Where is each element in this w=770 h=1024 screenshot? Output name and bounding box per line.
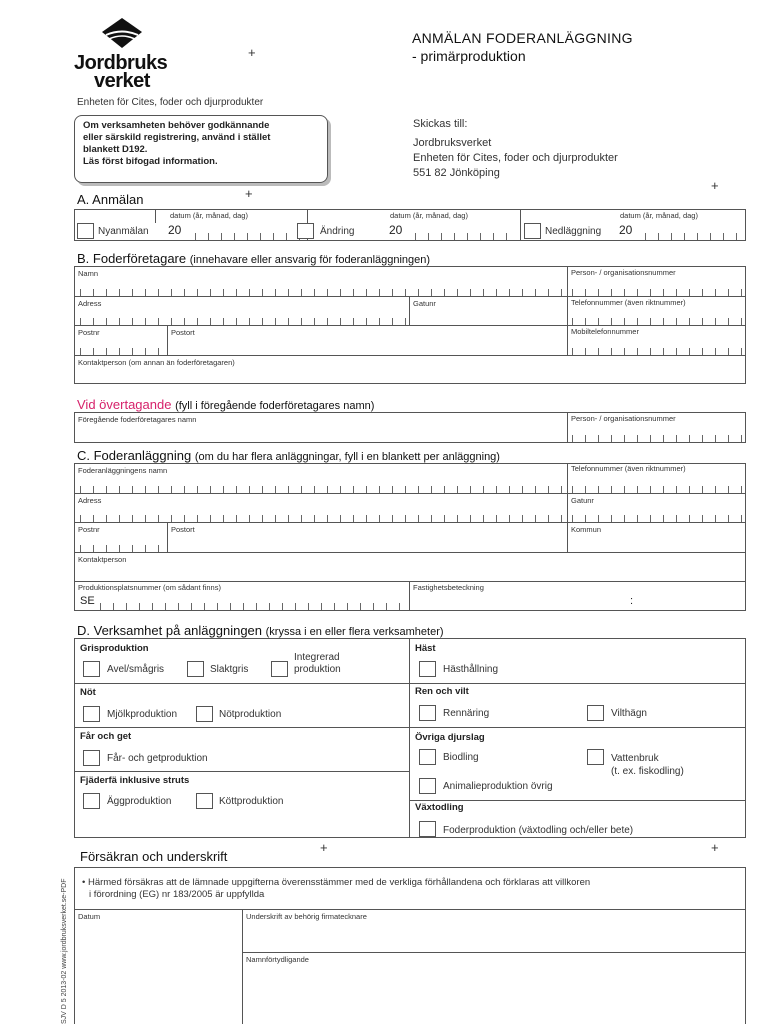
pig-breeding-label: Avel/smågris bbox=[107, 664, 165, 675]
signature-field[interactable] bbox=[243, 920, 745, 951]
pig-integrated-label: produktion bbox=[294, 664, 341, 675]
date-input-closure[interactable] bbox=[645, 233, 743, 240]
mobile-input[interactable] bbox=[572, 348, 744, 355]
recipient-line: Enheten för Cites, foder och djurprodukter bbox=[413, 152, 618, 164]
logo bbox=[74, 18, 174, 92]
poultry-heading: Fjäderfä inklusive struts bbox=[80, 775, 190, 786]
notice-line: blankett D192. bbox=[83, 144, 148, 155]
beekeeping-checkbox[interactable] bbox=[419, 749, 436, 765]
registration-mark: + bbox=[320, 840, 328, 855]
date-field[interactable] bbox=[75, 920, 241, 1010]
facility-phone-input[interactable] bbox=[572, 486, 744, 493]
cattle-milk-label: Mjölkproduktion bbox=[107, 709, 178, 720]
pig-slaughter-label: Slaktgris bbox=[210, 664, 249, 675]
phone-input[interactable] bbox=[572, 318, 744, 325]
declaration-line: • Härmed försäkras att de lämnade uppgifterna överensstämmer med de verkliga förhållandena och förklaras att villkoren bbox=[82, 877, 591, 888]
form-id-side-text: SJV D 5 2013-02 www.jordbruksverket.se-PDF bbox=[61, 878, 68, 1024]
section-d-box bbox=[74, 638, 746, 838]
notice-box bbox=[74, 115, 328, 183]
se-prefix: SE bbox=[80, 595, 95, 607]
year-prefix: 20 bbox=[619, 223, 633, 237]
new-registration-checkbox[interactable] bbox=[77, 223, 94, 239]
new-registration-label: Nyanmälan bbox=[98, 226, 149, 237]
date-label: datum (år, månad, dag) bbox=[390, 211, 468, 220]
org-number-label: Person- / organisationsnummer bbox=[571, 268, 676, 277]
send-to-label: Skickas till: bbox=[413, 118, 468, 130]
registration-mark: + bbox=[248, 45, 256, 60]
closure-checkbox[interactable] bbox=[524, 223, 541, 239]
registration-mark: + bbox=[711, 840, 719, 855]
closure-label: Nedläggning bbox=[545, 226, 602, 237]
declaration-line: i förordning (EG) nr 183/2005 är uppfyllda bbox=[89, 889, 265, 900]
date-input-new[interactable] bbox=[195, 233, 305, 240]
prev-org-number-input[interactable] bbox=[572, 435, 744, 442]
section-c-title: C. Foderanläggning (om du har flera anläggningar, fyll i en blankett per anläggning) bbox=[77, 448, 500, 463]
poultry-meat-label: Köttproduktion bbox=[219, 796, 284, 807]
sheep-heading: Får och get bbox=[80, 731, 132, 742]
signature-title: Försäkran och underskrift bbox=[80, 849, 228, 864]
phone-label: Telefonnummer (även riktnummer) bbox=[571, 298, 686, 307]
notice-line: Läs först bifogad information. bbox=[83, 156, 218, 167]
game-enclosure-label: Vilthägn bbox=[611, 708, 647, 719]
aquaculture-sublabel: (t. ex. fiskodling) bbox=[611, 766, 684, 777]
pig-heading: Grisproduktion bbox=[80, 643, 149, 654]
cattle-heading: Nöt bbox=[80, 687, 96, 698]
prev-org-number-label: Person- / organisationsnummer bbox=[571, 414, 676, 423]
contact-label: Kontaktperson (om annan än foderföretagaren) bbox=[78, 358, 235, 367]
year-prefix: 20 bbox=[389, 223, 403, 237]
address-label: Adress bbox=[78, 299, 102, 308]
name-clarification-field[interactable] bbox=[243, 964, 745, 1012]
prev-name-label: Föregående foderföretagares namn bbox=[78, 415, 197, 424]
facility-name-label: Foderanläggningens namn bbox=[78, 466, 168, 475]
form-subtitle: - primärproduktion bbox=[412, 48, 526, 64]
department-name: Enheten för Cites, foder och djurprodukter bbox=[77, 97, 264, 108]
change-label: Ändring bbox=[320, 226, 355, 237]
name-clarification-label: Namnförtydligande bbox=[246, 955, 309, 964]
poultry-eggs-checkbox[interactable] bbox=[83, 793, 100, 809]
org-number-input[interactable] bbox=[572, 289, 744, 296]
sheep-production-checkbox[interactable] bbox=[83, 750, 100, 766]
co-label: Gatunr bbox=[413, 299, 436, 308]
facility-city-label: Postort bbox=[171, 525, 195, 534]
change-checkbox[interactable] bbox=[297, 223, 314, 239]
city-label: Postort bbox=[171, 328, 195, 337]
pig-integrated-checkbox[interactable] bbox=[271, 661, 288, 677]
game-enclosure-checkbox[interactable] bbox=[587, 705, 604, 721]
year-prefix: 20 bbox=[168, 223, 182, 237]
section-b-title: B. Foderföretagare (innehavare eller ansvarig för foderanläggningen) bbox=[77, 251, 431, 266]
date-label: datum (år, månad, dag) bbox=[620, 211, 698, 220]
section-a-title: A. Anmälan bbox=[77, 192, 144, 207]
cattle-milk-checkbox[interactable] bbox=[83, 706, 100, 722]
production-site-label: Produktionsplatsnummer (om sådant finns) bbox=[78, 583, 221, 592]
notice-line: Om verksamheten behöver godkännande bbox=[83, 120, 270, 131]
date-field-label: Datum bbox=[78, 912, 101, 921]
logo-text-line2: verket bbox=[94, 70, 150, 92]
horse-keeping-checkbox[interactable] bbox=[419, 661, 436, 677]
animal-other-label: Animalieproduktion övrig bbox=[443, 781, 553, 792]
cattle-beef-label: Nötproduktion bbox=[219, 709, 282, 720]
sheep-production-label: Får- och getproduktion bbox=[107, 753, 208, 764]
facility-address-input[interactable] bbox=[80, 515, 565, 522]
facility-municipality-label: Kommun bbox=[571, 525, 602, 534]
plant-heading: Växtodling bbox=[415, 802, 464, 813]
postal-code-label: Postnr bbox=[78, 328, 100, 337]
facility-address-label: Adress bbox=[78, 496, 102, 505]
facility-co-input[interactable] bbox=[572, 515, 744, 522]
beekeeping-label: Biodling bbox=[443, 752, 479, 763]
pig-integrated-label: Integrerad bbox=[294, 652, 340, 663]
notice-line: eller särskild registrering, använd i stället bbox=[83, 132, 271, 143]
aquaculture-label: Vattenbruk bbox=[611, 753, 659, 764]
feed-production-label: Foderproduktion (växtodling och/eller bete) bbox=[443, 825, 634, 836]
postal-code-input[interactable] bbox=[80, 348, 165, 355]
facility-postal-code-input[interactable] bbox=[80, 545, 165, 552]
aquaculture-checkbox[interactable] bbox=[587, 749, 604, 765]
pig-slaughter-checkbox[interactable] bbox=[187, 661, 204, 677]
facility-postal-code-label: Postnr bbox=[78, 525, 100, 534]
name-input[interactable] bbox=[80, 289, 565, 296]
horse-heading: Häst bbox=[415, 643, 436, 654]
animal-other-checkbox[interactable] bbox=[419, 778, 436, 794]
recipient-line: Jordbruksverket bbox=[413, 137, 492, 149]
logo-mark-icon bbox=[100, 18, 144, 54]
poultry-meat-checkbox[interactable] bbox=[196, 793, 213, 809]
production-site-input[interactable] bbox=[100, 603, 405, 610]
name-label: Namn bbox=[78, 269, 99, 278]
property-colon: : bbox=[630, 595, 634, 607]
facility-co-label: Gatunr bbox=[571, 496, 594, 505]
date-input-change[interactable] bbox=[415, 233, 515, 240]
property-label: Fastighetsbeteckning bbox=[413, 583, 484, 592]
signature-field-label: Underskrift av behörig firmatecknare bbox=[246, 912, 367, 921]
registration-mark: + bbox=[245, 186, 253, 201]
address-input[interactable] bbox=[80, 318, 407, 325]
date-label: datum (år, månad, dag) bbox=[170, 211, 248, 220]
cattle-beef-checkbox[interactable] bbox=[196, 706, 213, 722]
facility-phone-label: Telefonnummer (även riktnummer) bbox=[571, 464, 686, 473]
registration-mark: + bbox=[711, 178, 719, 193]
reindeer-label: Rennäring bbox=[443, 708, 490, 719]
reindeer-checkbox[interactable] bbox=[419, 705, 436, 721]
other-animals-heading: Övriga djurslag bbox=[415, 732, 485, 743]
form-title: ANMÄLAN FODERANLÄGGNING bbox=[412, 30, 633, 46]
pig-breeding-checkbox[interactable] bbox=[83, 661, 100, 677]
logo-text-line1: Jordbruks bbox=[74, 52, 168, 74]
poultry-eggs-label: Äggproduktion bbox=[107, 796, 172, 807]
mobile-label: Mobiltelefonnummer bbox=[571, 327, 639, 336]
feed-production-checkbox[interactable] bbox=[419, 821, 436, 837]
takeover-title: Vid övertagande (fyll i föregående foderföretagares namn) bbox=[77, 397, 375, 412]
deer-heading: Ren och vilt bbox=[415, 686, 469, 697]
section-d-title: D. Verksamhet på anläggningen (kryssa i en eller flera verksamheter) bbox=[77, 623, 444, 638]
horse-keeping-label: Hästhållning bbox=[443, 664, 499, 675]
facility-name-input[interactable] bbox=[80, 486, 565, 493]
recipient-line: 551 82 Jönköping bbox=[413, 167, 500, 179]
facility-contact-label: Kontaktperson bbox=[78, 555, 127, 564]
